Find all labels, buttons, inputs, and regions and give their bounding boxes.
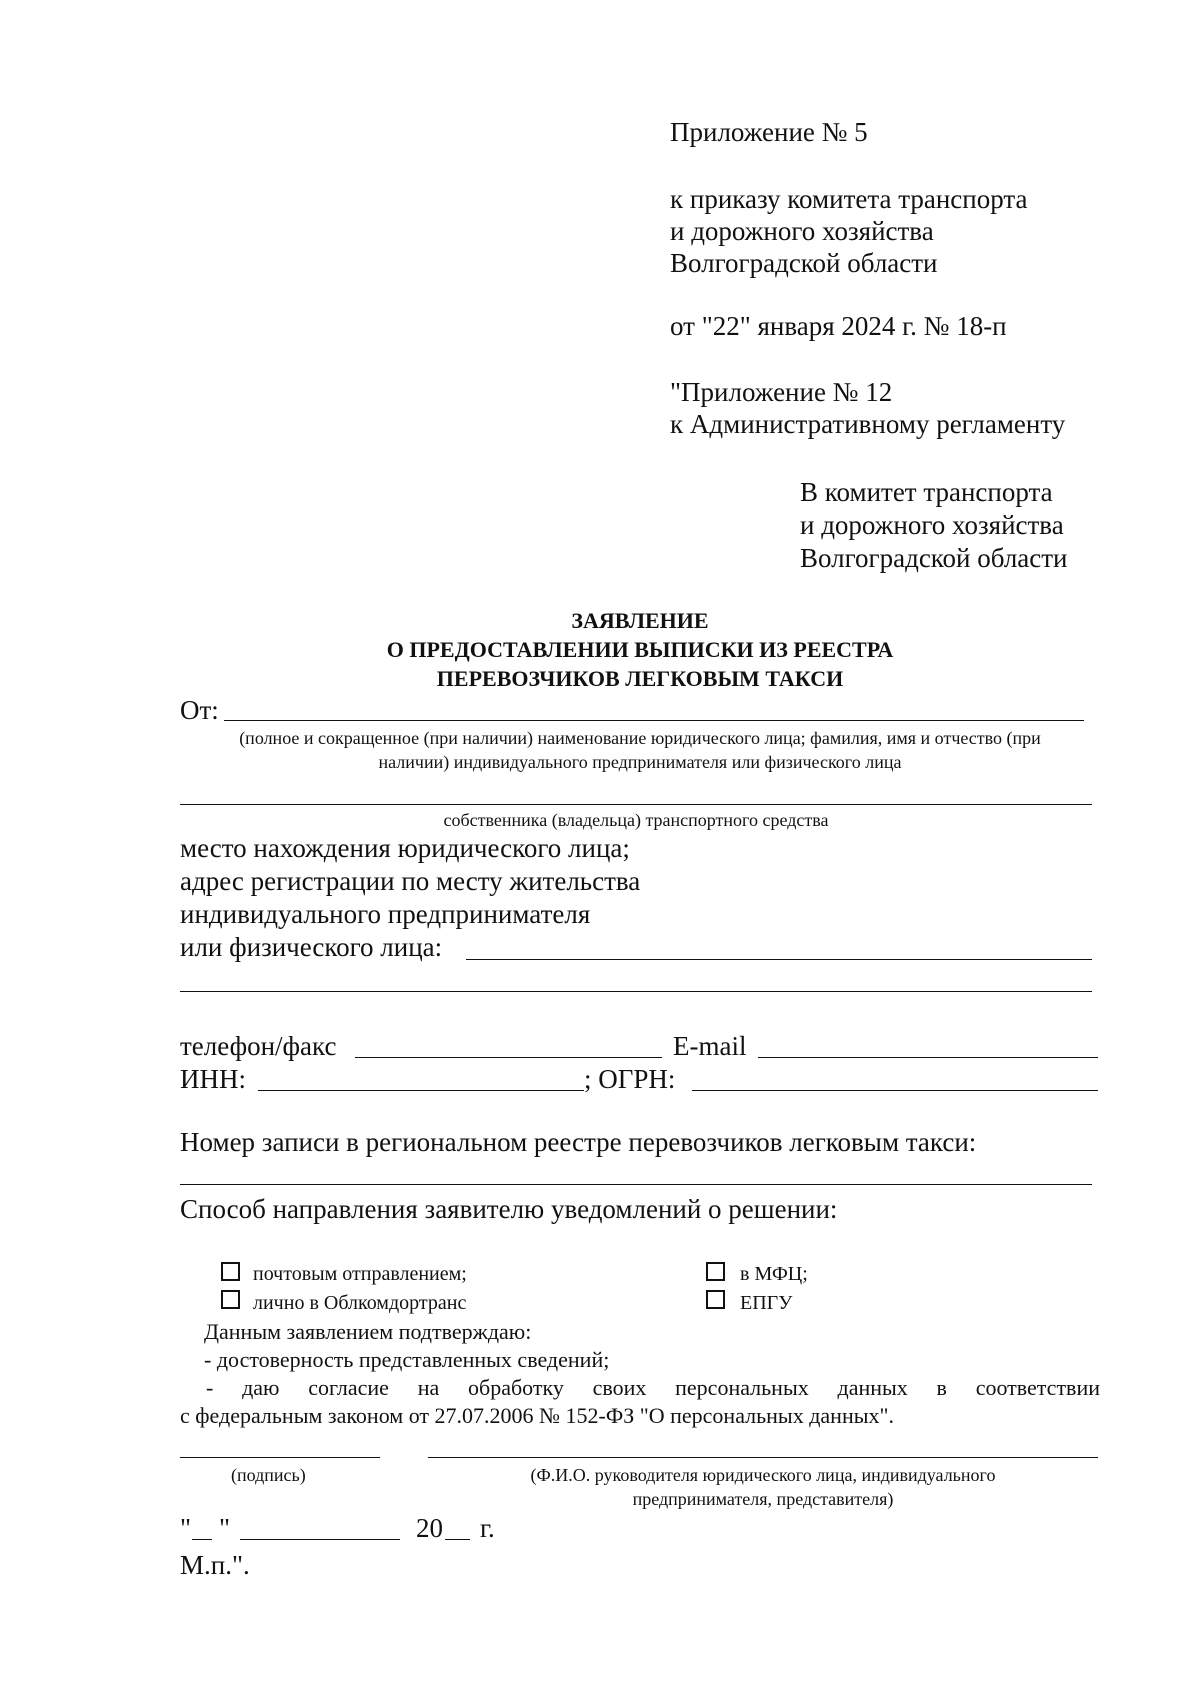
confirm-word: согласие [308, 1375, 389, 1400]
from-hint-2: наличии) индивидуального предпринимателя или физического лица [378, 752, 902, 772]
inn-label: ИНН: [180, 1064, 246, 1094]
confirm-word: - [206, 1375, 214, 1400]
option-post: почтовым отправлением; [253, 1263, 467, 1285]
confirm-word: на [417, 1375, 440, 1400]
addressee-line-2: и дорожного хозяйства [800, 510, 1064, 540]
date-year-suffix: г. [480, 1513, 495, 1543]
confirm-word: данных [837, 1375, 908, 1400]
from-hint-3: собственника (владельца) транспортного средства [443, 810, 829, 830]
date-day-field[interactable] [192, 1539, 212, 1540]
name-hint-2: предпринимателя, представителя) [632, 1489, 894, 1509]
heading-line-1: ЗАЯВЛЕНИЕ [571, 608, 709, 633]
confirm-word: соответствии [975, 1375, 1100, 1400]
address-line-4: или физического лица: [180, 932, 443, 962]
checkbox-post[interactable] [221, 1262, 240, 1281]
date-quote-close: " [219, 1513, 231, 1543]
addressee-line-3: Волгоградской области [800, 543, 1068, 573]
confirm-word: своих [592, 1375, 647, 1400]
order-line-3: Волгоградской области [670, 248, 938, 278]
checkbox-mfc[interactable] [706, 1262, 725, 1281]
appendix-12: "Приложение № 12 [670, 377, 893, 407]
email-label: E-mail [673, 1031, 747, 1061]
address-field-2[interactable] [180, 991, 1092, 992]
inn-field[interactable] [258, 1090, 584, 1091]
ogrn-field[interactable] [692, 1090, 1098, 1091]
signature-hint: (подпись) [231, 1465, 306, 1485]
from-field[interactable] [224, 720, 1084, 721]
name-field[interactable] [428, 1457, 1098, 1458]
confirm-word: в [936, 1375, 947, 1400]
registry-field[interactable] [180, 1184, 1092, 1185]
date-year-prefix: 20 [416, 1513, 443, 1543]
signature-field[interactable] [180, 1457, 380, 1458]
name-hint-1: (Ф.И.О. руководителя юридического лица, индивидуального [530, 1465, 996, 1485]
appendix-title: Приложение № 5 [670, 117, 868, 147]
order-line-2: и дорожного хозяйства [670, 216, 934, 246]
from-field-2[interactable] [180, 804, 1092, 805]
registry-label: Номер записи в региональном реестре перевозчиков легковым такси: [180, 1127, 977, 1157]
heading-line-2: О ПРЕДОСТАВЛЕНИИ ВЫПИСКИ ИЗ РЕЕСТРА [386, 637, 894, 662]
from-hint-1: (полное и сокращенное (при наличии) наименование юридического лица; фамилия, имя и отчество (при [239, 728, 1041, 748]
order-line-1: к приказу комитета транспорта [670, 184, 1028, 214]
option-personal: лично в Облкомдортранс [253, 1292, 467, 1314]
confirm-word: обработку [468, 1375, 564, 1400]
addressee-line-1: В комитет транспорта [800, 477, 1053, 507]
notify-label: Способ направления заявителю уведомлений о решении: [180, 1194, 838, 1224]
address-line-1: место нахождения юридического лица; [180, 833, 630, 863]
from-label: От: [180, 695, 219, 725]
confirm-item-2-line-2: с федеральным законом от 27.07.2006 № 152-ФЗ "О персональных данных". [180, 1403, 894, 1428]
confirm-item-2 [180, 1374, 1100, 1402]
email-field[interactable] [758, 1057, 1098, 1058]
address-line-2: адрес регистрации по месту жительства [180, 866, 641, 896]
confirm-word: даю [242, 1375, 280, 1400]
date-year-field[interactable] [445, 1539, 470, 1540]
option-epgu: ЕПГУ [740, 1292, 793, 1314]
date-month-field[interactable] [240, 1539, 400, 1540]
checkbox-epgu[interactable] [706, 1290, 725, 1309]
heading-line-3: ПЕРЕВОЗЧИКОВ ЛЕГКОВЫМ ТАКСИ [436, 666, 844, 691]
stamp-place: М.п.". [180, 1550, 250, 1580]
phone-field[interactable] [355, 1057, 662, 1058]
address-line-3: индивидуального предпринимателя [180, 899, 591, 929]
confirm-item-1: - достоверность представленных сведений; [204, 1347, 610, 1372]
phone-label: телефон/факс [180, 1031, 337, 1061]
address-field[interactable] [466, 959, 1092, 960]
order-date: от "22" января 2024 г. № 18-п [670, 311, 1007, 341]
checkbox-personal[interactable] [221, 1290, 240, 1309]
reglament-line: к Административному регламенту [670, 409, 1066, 439]
date-quote-open: " [180, 1513, 192, 1543]
option-mfc: в МФЦ; [740, 1263, 808, 1285]
confirm-word: персональных [675, 1375, 809, 1400]
confirm-intro: Данным заявлением подтверждаю: [204, 1319, 532, 1344]
ogrn-label: ; ОГРН: [584, 1064, 676, 1094]
